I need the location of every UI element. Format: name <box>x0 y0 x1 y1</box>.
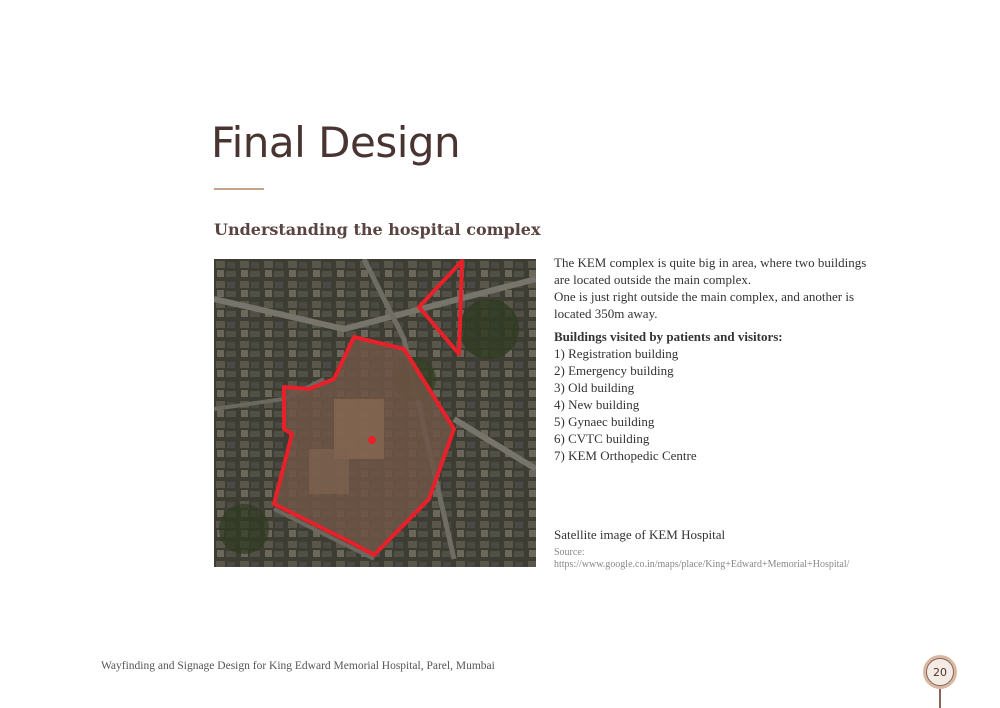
footer-text: Wayfinding and Signage Design for King Edward Memorial Hospital, Parel, Mumbai <box>101 660 495 672</box>
list-item: 5) Gynaec building <box>554 414 655 429</box>
satellite-map-graphic <box>214 259 536 567</box>
page-title: Final Design <box>211 118 461 167</box>
description-paragraph-2: One is just right outside the main complex, and another is located 350m away. <box>554 289 855 321</box>
page-badge-stem <box>939 689 941 708</box>
list-item: 6) CVTC building <box>554 431 650 446</box>
page-number: 20 <box>926 658 954 686</box>
source-label: Source: <box>554 547 585 558</box>
list-item: 4) New building <box>554 397 640 412</box>
figure-caption: Satellite image of KEM Hospital <box>554 527 726 542</box>
description-paragraph-1: The KEM complex is quite big in area, where two buildings are located outside the main complex. <box>554 255 867 287</box>
list-item: 3) Old building <box>554 380 635 395</box>
list-item: 2) Emergency building <box>554 363 674 378</box>
title-divider <box>214 188 264 190</box>
list-item: 7) KEM Orthopedic Centre <box>554 448 697 463</box>
page-number-badge <box>923 655 957 689</box>
satellite-map-image <box>214 259 536 567</box>
description-block <box>554 254 884 464</box>
list-item: 1) Registration building <box>554 346 679 361</box>
buildings-list <box>554 345 884 464</box>
source-url: https://www.google.co.in/maps/place/King+Edward+Memorial+Hospital/ <box>554 559 850 570</box>
buildings-heading: Buildings visited by patients and visitors: <box>554 329 783 344</box>
section-subtitle: Understanding the hospital complex <box>214 220 541 239</box>
